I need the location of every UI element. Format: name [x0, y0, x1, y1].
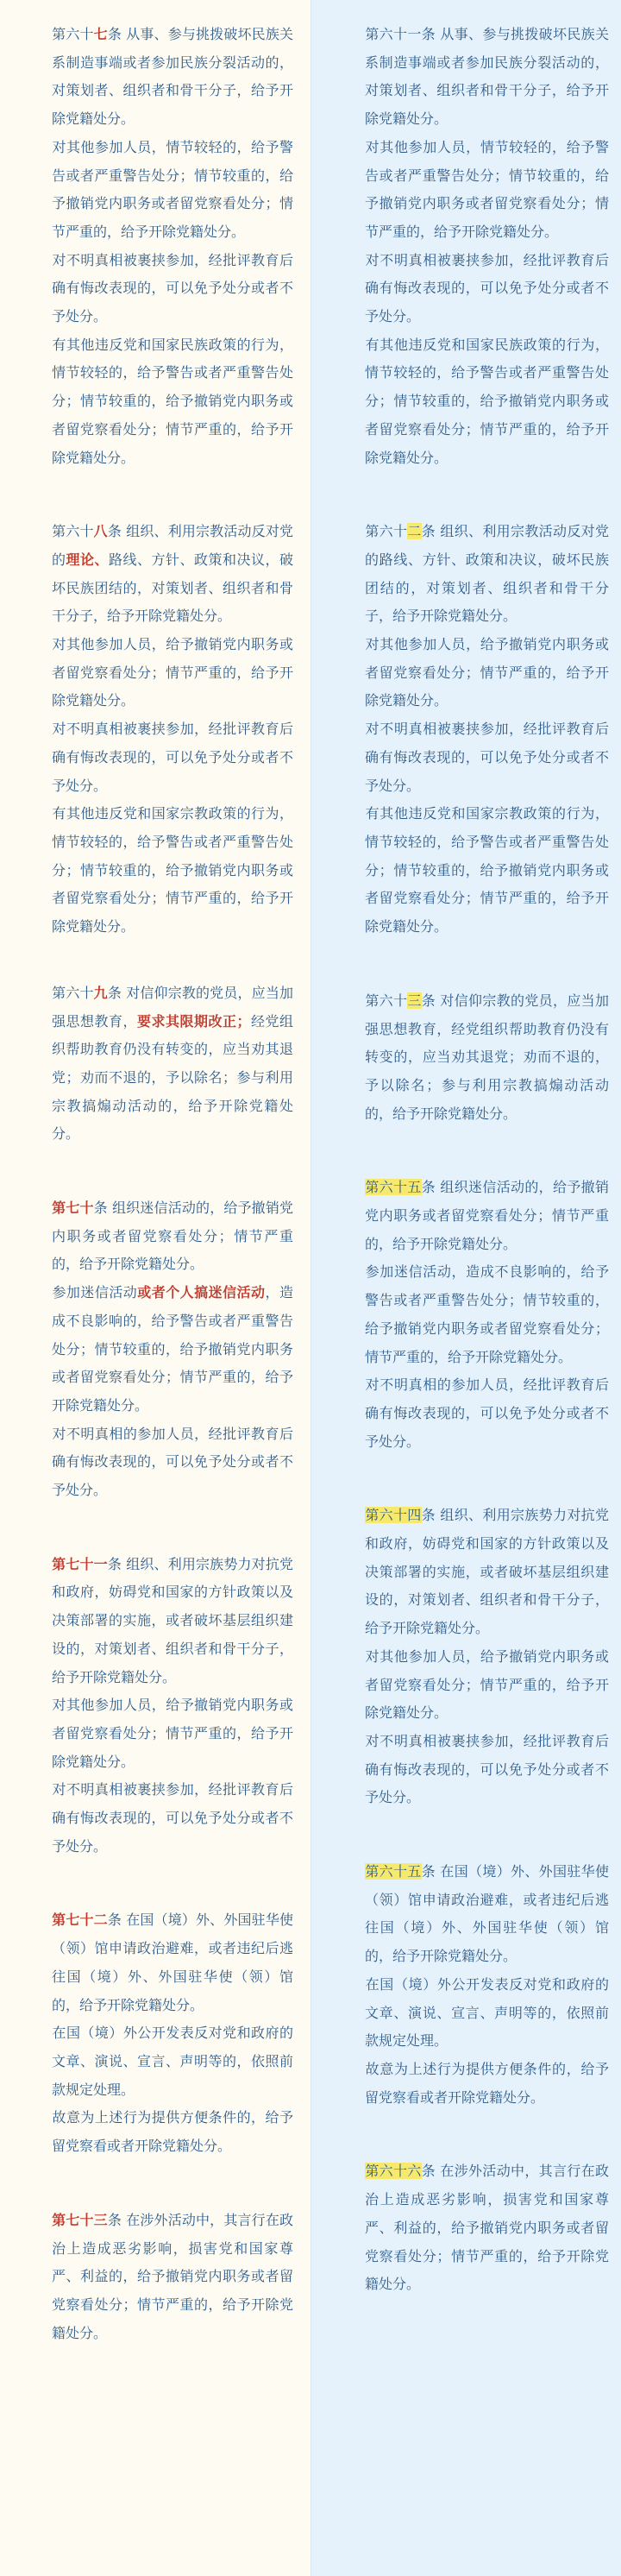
paragraph-text: 在国（境）外公开发表反对党和政府的文章、演说、宣言、声明等的，依照前款规定处理。 [52, 2025, 293, 2098]
article-paragraph [52, 800, 293, 942]
paragraph-text: 对不明真相被裹挟参加，经批评教育后确有悔改表现的，可以免予处分或者不予处分。 [365, 251, 609, 325]
article-number-changed: 七 [93, 26, 108, 42]
article-paragraph-first [365, 2157, 609, 2299]
article-number-highlight: 第六十五 [365, 1863, 422, 1880]
article-paragraph-first [52, 979, 293, 1149]
paragraph-text: 参加迷信活动，造成不良影响的，给予警告或者严重警告处分；情节较重的，给予撤销党内职务或者留党察看处分；情节严重的，给予开除党籍处分。 [365, 1263, 609, 1365]
added-text-emphasis: 或者个人搞迷信活动 [137, 1284, 266, 1301]
article-paragraph-first [52, 1551, 293, 1692]
article-paragraph-first [52, 1906, 293, 2019]
article-paragraph-first [52, 518, 293, 631]
paragraph-text: 条 在国（境）外、外国驻华使（领）馆申请政治避难，或者违纪后逃往国（境）外、外国驻华使（领）馆的，给予开除党籍处分。 [365, 1863, 609, 1965]
right-column-old-version [310, 0, 621, 2576]
article-number-changed: 第七十三 [52, 2211, 108, 2228]
article-block [365, 21, 609, 472]
article-paragraph [365, 247, 609, 331]
article-paragraph [365, 331, 609, 473]
article-paragraph [52, 247, 293, 331]
article-number-prefix: 第六十 [365, 992, 408, 1009]
article-paragraph [365, 2056, 609, 2112]
article-paragraph [52, 1776, 293, 1861]
paragraph-text: 条 组织、利用宗教活动反对党的 [52, 523, 293, 568]
article-block [365, 2157, 609, 2299]
paragraph-text: 条 在国（境）外、外国驻华使（领）馆申请政治避难，或者违纪后逃往国（境）外、外国驻华使（领）馆的，给予开除党籍处分。 [52, 1912, 293, 2013]
article-paragraph [52, 1420, 293, 1505]
paragraph-text: 对其他参加人员，给予撤销党内职务或者留党察看处分；情节严重的，给予开除党籍处分。 [365, 636, 609, 709]
article-block [365, 1174, 609, 1456]
article-paragraph [52, 134, 293, 247]
article-paragraph [365, 1371, 609, 1456]
article-number-highlight: 第六十五 [365, 1179, 422, 1196]
article-paragraph [365, 134, 609, 247]
article-block [365, 1502, 609, 1812]
article-paragraph-first [365, 1858, 609, 1971]
article-number-changed: 第七十二 [52, 1912, 108, 1929]
article-number-prefix: 第六十一条 从事、参与挑拨破坏民族关系制造事端或者参加民族分裂活动的，对策划者、组织者和骨干分子，给予开除党籍处分。 [365, 26, 609, 128]
paragraph-text: 有其他违反党和国家宗教政策的行为，情节较轻的，给予警告或者严重警告处分；情节较重的，给予撤销党内职务或者留党察看处分；情节严重的，给予开除党籍处分。 [52, 805, 293, 935]
article-paragraph [365, 715, 609, 800]
paragraph-text: 条 组织、利用宗族势力对抗党和政府，妨碍党和国家的方针政策以及决策部署的实施，或者破坏基层组织建设的，对策划者、组织者和骨干分子，给予开除党籍处分。 [365, 1507, 609, 1637]
article-paragraph-first [52, 21, 293, 134]
paragraph-text: 对不明真相被裹挟参加，经批评教育后确有悔改表现的，可以免予处分或者不予处分。 [365, 721, 609, 794]
article-number-highlight: 第六十四 [365, 1507, 422, 1524]
paragraph-text: 条 在涉外活动中，其言行在政治上造成恶劣影响，损害党和国家尊严、利益的，给予撤销党内职务或者留党察看处分；情节严重的，给予开除党籍处分。 [365, 2163, 609, 2293]
paragraph-text: 有其他违反党和国家民族政策的行为，情节较轻的，给予警告或者严重警告处分；情节较重的，给予撤销党内职务或者留党察看处分；情节严重的，给予开除党籍处分。 [52, 336, 293, 466]
article-number-changed: 第七十一 [52, 1555, 108, 1572]
paragraph-text: 对其他参加人员，情节较轻的，给予警告或者严重警告处分；情节较重的，给予撤销党内职务或者留党察看处分；情节严重的，给予开除党籍处分。 [52, 138, 293, 240]
article-block [52, 979, 293, 1149]
article-number-highlight: 三 [407, 992, 422, 1009]
paragraph-text: ，造成不良影响的，给予警告或者严重警告处分；情节较重的，给予撤销党内职务或者留党察看处分；情节严重的，给予开除党籍处分。 [52, 1284, 293, 1414]
paragraph-text: 条 组织迷信活动的，给予撤销党内职务或者留党察看处分；情节严重的，给予开除党籍处分。 [365, 1179, 609, 1252]
article-block [365, 1858, 609, 2112]
article-paragraph [365, 631, 609, 715]
article-number-prefix: 第六十 [52, 523, 94, 540]
article-block [365, 518, 609, 942]
article-paragraph [365, 1258, 609, 1371]
added-text-emphasis: 要求其限期改正； [136, 1012, 251, 1030]
article-block [52, 21, 293, 472]
article-paragraph-first [365, 1174, 609, 1258]
article-paragraph [365, 1728, 609, 1812]
article-block [52, 2207, 293, 2348]
added-text-emphasis: 理论、 [66, 551, 109, 568]
paragraph-text: 有其他违反党和国家民族政策的行为，情节较轻的，给予警告或者严重警告处分；情节较重的，给予撤销党内职务或者留党察看处分；情节严重的，给予开除党籍处分。 [365, 336, 609, 466]
article-paragraph [52, 2019, 293, 2104]
paragraph-text: 对不明真相被裹挟参加，经批评教育后确有悔改表现的，可以免予处分或者不予处分。 [52, 721, 293, 794]
article-paragraph-first [52, 2207, 293, 2348]
paragraph-text: 条 对信仰宗教的党员，应当加强思想教育，经党组织帮助教育仍没有转变的，应当劝其退党；劝而不退的，予以除名；参与利用宗教搞煽动活动的，给予开除党籍处分。 [365, 992, 609, 1122]
article-number-prefix: 参加迷信活动 [52, 1284, 138, 1301]
paragraph-text: 条 对信仰宗教的党员，应当加强思想教育， [52, 984, 293, 1030]
paragraph-text: 对其他参加人员，给予撤销党内职务或者留党察看处分；情节严重的，给予开除党籍处分。 [365, 1647, 609, 1722]
paragraph-text: 路线、方针、政策和决议，破坏民族团结的，对策划者、组织者和骨干分子，给予开除党籍处分。 [52, 551, 293, 625]
article-paragraph [52, 1279, 293, 1420]
article-paragraph [52, 1691, 293, 1776]
paragraph-text: 对不明真相被裹挟参加，经批评教育后确有悔改表现的，可以免予处分或者不予处分。 [52, 251, 293, 325]
left-column-new-version [0, 0, 310, 2576]
paragraph-text: 对不明真相被裹挟参加，经批评教育后确有悔改表现的，可以免予处分或者不予处分。 [52, 1781, 293, 1855]
article-paragraph [52, 715, 293, 800]
article-number-prefix: 第六十 [52, 984, 94, 1001]
article-paragraph [365, 1643, 609, 1728]
article-paragraph-first [52, 1194, 293, 1279]
article-block [52, 518, 293, 942]
paragraph-text: 对不明真相的参加人员，经批评教育后确有悔改表现的，可以免予处分或者不予处分。 [52, 1425, 293, 1499]
article-block [52, 1906, 293, 2160]
paragraph-text: 经党组织帮助教育仍没有转变的，应当劝其退党；劝而不退的，予以除名；参与利用宗教搞煽动活动的，给予开除党籍处分。 [52, 1012, 293, 1143]
article-paragraph [52, 631, 293, 715]
paragraph-text: 在国（境）外公开发表反对党和政府的文章、演说、宣言、声明等的，依照前款规定处理。 [365, 1975, 609, 2050]
article-number-changed: 八 [93, 523, 108, 540]
paragraph-text: 条 从事、参与挑拨破坏民族关系制造事端或者参加民族分裂活动的，对策划者、组织者和骨干分子，给予开除党籍处分。 [52, 26, 293, 128]
paragraph-text: 故意为上述行为提供方便条件的，给予留党察看或者开除党籍处分。 [365, 2061, 609, 2106]
paragraph-text: 对其他参加人员，给予撤销党内职务或者留党察看处分；情节严重的，给予开除党籍处分。 [52, 636, 293, 709]
paragraph-text: 故意为上述行为提供方便条件的，给予留党察看或者开除党籍处分。 [52, 2109, 293, 2155]
article-number-changed: 第七十 [52, 1200, 94, 1217]
paragraph-text: 对其他参加人员，给予撤销党内职务或者留党察看处分；情节严重的，给予开除党籍处分。 [52, 1697, 293, 1770]
paragraph-text: 条 组织、利用宗族势力对抗党和政府，妨碍党和国家的方针政策以及决策部署的实施，或者破坏基层组织建设的，对策划者、组织者和骨干分子，给予开除党籍处分。 [52, 1555, 293, 1685]
article-number-prefix: 第六十 [365, 523, 408, 540]
article-paragraph [365, 1971, 609, 2056]
article-block [52, 1551, 293, 1861]
article-number-prefix: 第六十 [52, 26, 94, 42]
article-paragraph-first [365, 21, 609, 134]
article-paragraph [52, 2104, 293, 2160]
paragraph-text: 对其他参加人员，情节较轻的，给予警告或者严重警告处分；情节较重的，给予撤销党内职务或者留党察看处分；情节严重的，给予开除党籍处分。 [365, 138, 609, 240]
article-paragraph-first [365, 518, 609, 631]
paragraph-text: 有其他违反党和国家宗教政策的行为，情节较轻的，给予警告或者严重警告处分；情节较重的，给予撤销党内职务或者留党察看处分；情节严重的，给予开除党籍处分。 [365, 805, 609, 935]
article-paragraph-first [365, 987, 609, 1129]
article-number-highlight: 第六十六 [365, 2163, 422, 2180]
paragraph-text: 对不明真相的参加人员，经批评教育后确有悔改表现的，可以免予处分或者不予处分。 [365, 1376, 609, 1450]
article-block [52, 1194, 293, 1505]
article-paragraph [365, 800, 609, 942]
article-number-highlight: 二 [407, 523, 422, 540]
article-paragraph [52, 331, 293, 473]
paragraph-text: 条 组织迷信活动的，给予撤销党内职务或者留党察看处分；情节严重的，给予开除党籍处分。 [52, 1200, 293, 1273]
paragraph-text: 条 在涉外活动中，其言行在政治上造成恶劣影响，损害党和国家尊严、利益的，给予撤销党内职务或者留党察看处分；情节严重的，给予开除党籍处分。 [52, 2211, 293, 2341]
article-number-changed: 九 [93, 984, 108, 1001]
paragraph-text: 对不明真相被裹挟参加，经批评教育后确有悔改表现的，可以免予处分或者不予处分。 [365, 1732, 609, 1806]
paragraph-text: 条 组织、利用宗教活动反对党的路线、方针、政策和决议，破坏民族团结的，对策划者、组织者和骨干分子，给予开除党籍处分。 [365, 523, 609, 625]
article-paragraph-first [365, 1502, 609, 1643]
article-block [365, 987, 609, 1129]
